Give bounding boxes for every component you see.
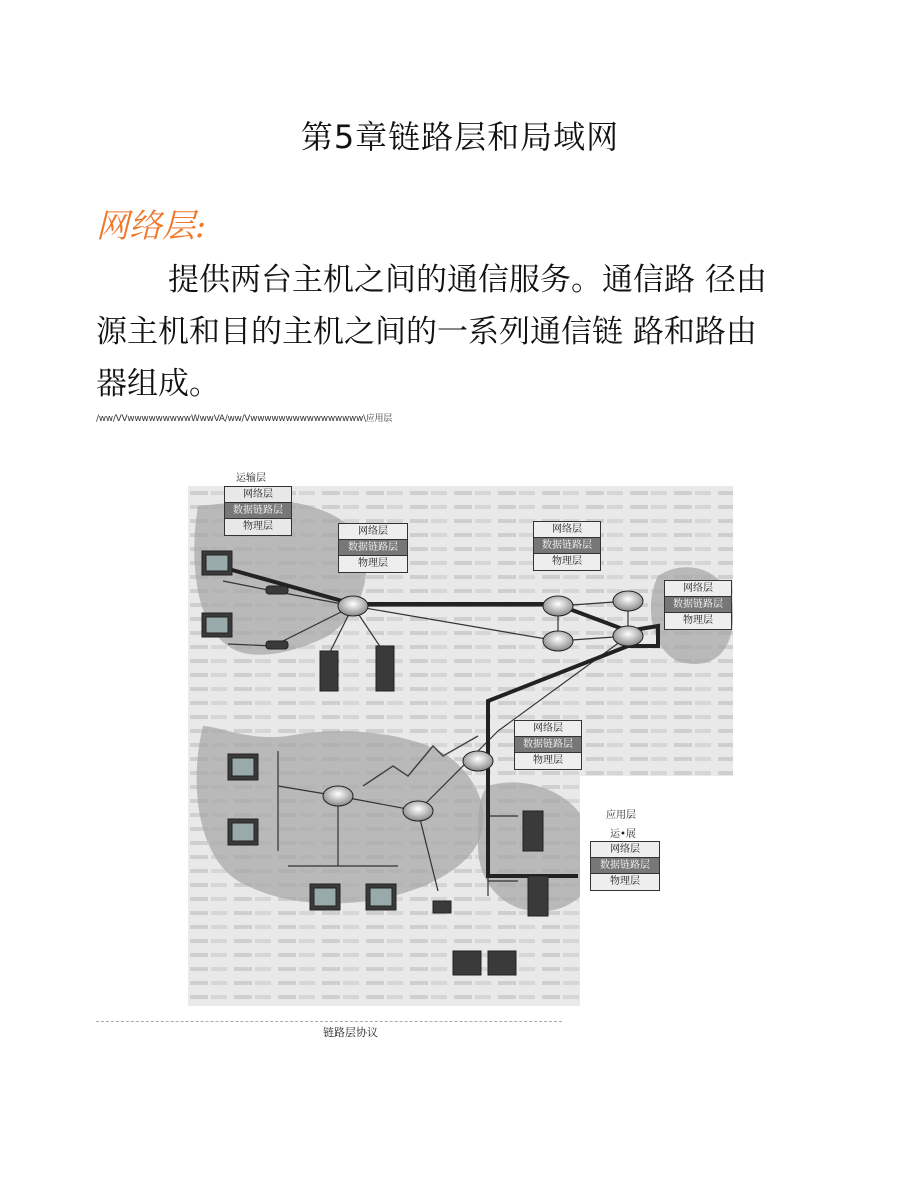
protocol-stack-top-left [224,486,292,536]
stack-label-network: 网络层 [339,524,407,540]
laptop-icon [453,951,481,975]
protocol-stack-bottom-right [590,841,660,891]
stack-label-datalink: 数据链路层 [591,858,659,874]
laptop-icon [488,951,516,975]
page-title: 第5章链路层和局域网 [300,118,620,156]
stack-label-physical: 物理层 [358,558,388,569]
stack-label-datalink: 数据链路层 [665,597,731,613]
server-icon [528,876,548,916]
stack-label-transport: 运输层 [236,473,266,484]
router-icon [463,751,493,771]
router-icon [543,596,573,616]
figure-caption: 链路层协议 [323,1026,378,1039]
protocol-stack-right [664,580,732,630]
stack-label-datalink: 数据链路层 [339,540,407,556]
paragraph-line: 提供两台主机之间的通信服务。通信路 径由 [168,262,767,298]
stack-label-transport: 运•展 [610,829,636,840]
stack-label-network: 网络层 [225,487,291,503]
protocol-stack-top-right [533,521,601,571]
modem-icon [266,586,288,594]
stack-label-network: 网络层 [591,842,659,858]
paragraph-line: 器组成。 [96,366,220,402]
router-icon [613,591,643,611]
server-icon [320,651,338,691]
access-point-icon [433,901,451,913]
stack-label-physical: 物理层 [225,519,291,535]
stack-label-physical: 物理层 [552,556,582,567]
stack-label-network: 网络层 [534,522,600,538]
stack-label-datalink: 数据链路层 [515,737,581,753]
stack-label-network: 网络层 [515,721,581,737]
stack-label-datalink: 数据链路层 [534,538,600,554]
stack-label-physical: 物理层 [610,876,640,887]
router-icon [323,786,353,806]
paragraph-line: 源主机和目的主机之间的一系列通信链 路和路由 [96,314,757,350]
router-icon [403,801,433,821]
protocol-stack-mid [338,523,408,573]
stack-label-application: 应用层 [606,810,636,821]
network-figure [188,486,733,1006]
stack-label-physical: 物理层 [533,755,563,766]
body-paragraph [96,254,836,410]
server-icon [523,811,543,851]
server-icon [376,646,394,691]
protocol-stack-center [514,720,582,770]
modem-icon [266,641,288,649]
router-icon [543,631,573,651]
router-icon [338,596,368,616]
router-icon [613,626,643,646]
scan-artifact-line: /ww/VVwwwwwwwwwWwwVA/ww/Vwwwwwwwwwwwwwwww\应用层 [96,414,392,424]
stack-label-network: 网络层 [665,581,731,597]
stack-label-physical: 物理层 [683,615,713,626]
figure-white-panel [580,776,733,1006]
caption-divider [96,1021,562,1022]
stack-label-datalink: 数据链路层 [225,503,291,519]
section-heading: 网络层: [96,206,207,245]
